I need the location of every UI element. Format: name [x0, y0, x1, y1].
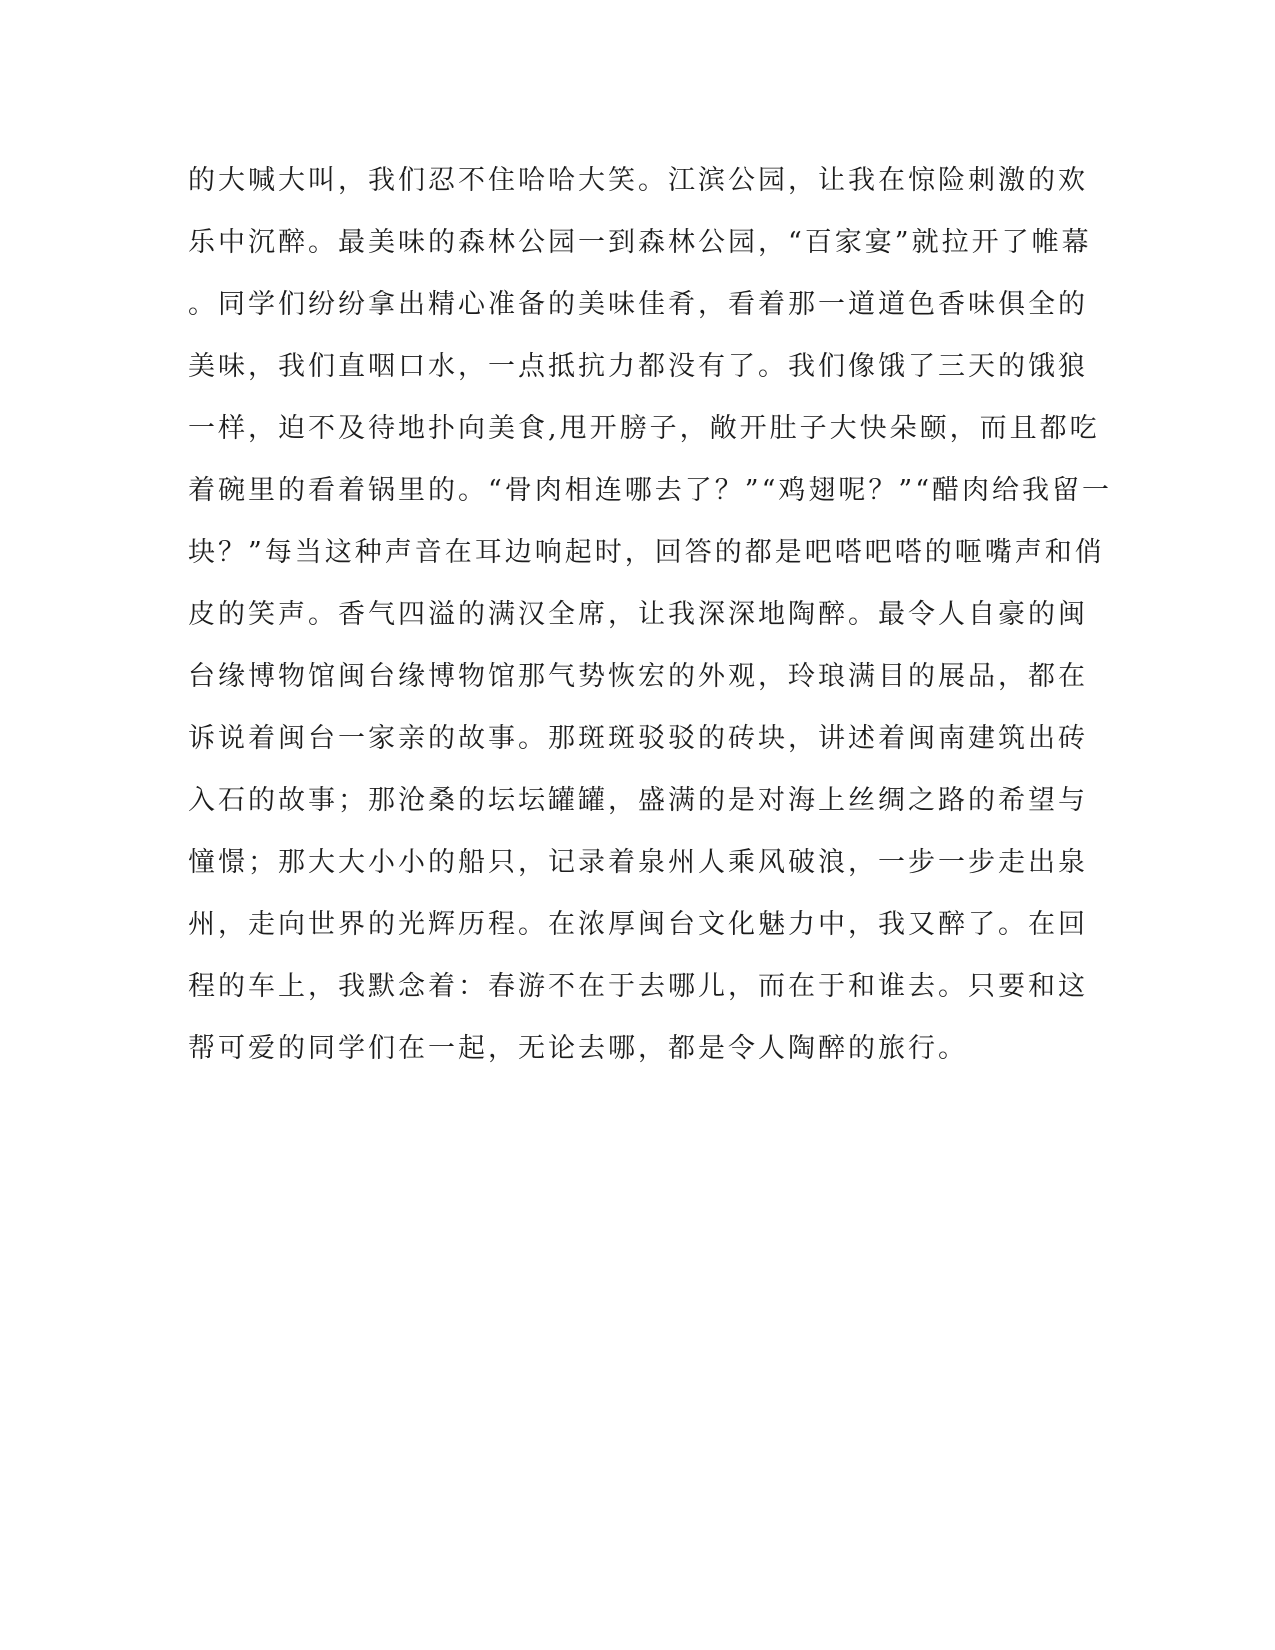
text-line: 憧憬；那大大小小的船只，记录着泉州人乘风破浪，一步一步走出泉: [188, 847, 1088, 878]
text-line: 帮可爱的同学们在一起，无论去哪，都是令人陶醉的旅行。: [188, 1033, 968, 1064]
text-line: 。同学们纷纷拿出精心准备的美味佳肴，看着那一道道色香味俱全的: [188, 289, 1088, 320]
text-line: 州，走向世界的光辉历程。在浓厚闽台文化魅力中，我又醉了。在回: [188, 909, 1088, 940]
text-line: 一样，迫不及待地扑向美食,甩开膀子，敞开肚子大快朵颐，而且都吃: [188, 413, 1100, 444]
text-line: 入石的故事；那沧桑的坛坛罐罐，盛满的是对海上丝绸之路的希望与: [188, 785, 1088, 816]
text-line: 块？”每当这种声音在耳边响起时，回答的都是吧嗒吧嗒的咂嘴声和俏: [188, 537, 1105, 568]
text-line: 着碗里的看着锅里的。“骨肉相连哪去了？”“鸡翅呢？”“醋肉给我留一: [188, 475, 1113, 506]
text-line: 程的车上，我默念着：春游不在于去哪儿，而在于和谁去。只要和这: [188, 971, 1088, 1002]
text-line: 台缘博物馆闽台缘博物馆那气势恢宏的外观，玲琅满目的展品，都在: [188, 661, 1088, 692]
text-line: 皮的笑声。香气四溢的满汉全席，让我深深地陶醉。最令人自豪的闽: [188, 599, 1088, 630]
text-line: 乐中沉醉。最美味的森林公园一到森林公园，“百家宴”就拉开了帷幕: [188, 227, 1092, 258]
text-line: 的大喊大叫，我们忍不住哈哈大笑。江滨公园，让我在惊险刺激的欢: [188, 165, 1088, 196]
text-line: 美味，我们直咽口水，一点抵抗力都没有了。我们像饿了三天的饿狼: [188, 351, 1088, 382]
text-line: 诉说着闽台一家亲的故事。那斑斑驳驳的砖块，讲述着闽南建筑出砖: [188, 723, 1088, 754]
essay-paragraph: [188, 161, 1113, 1091]
